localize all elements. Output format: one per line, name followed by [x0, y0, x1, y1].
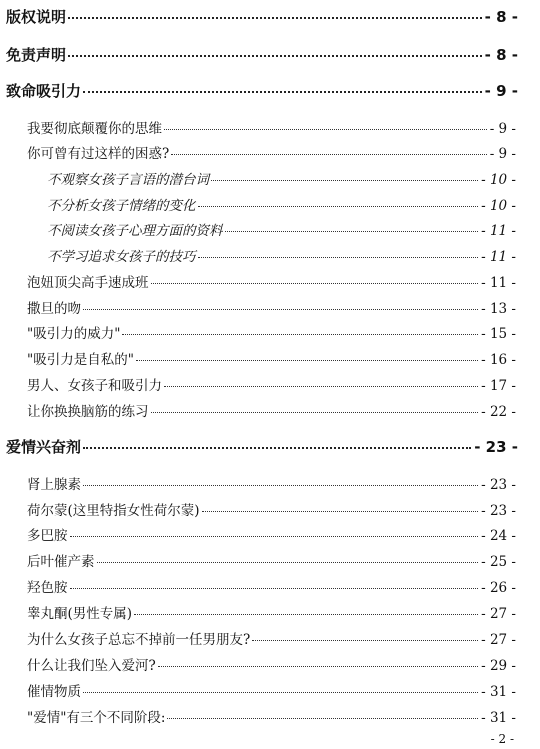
dot-leader — [202, 511, 479, 512]
toc-entry-chapter-attraction[interactable] — [6, 80, 518, 101]
toc-entry[interactable] — [27, 297, 516, 317]
toc-entry-title: 为什么女孩子总忘不掉前一任男朋友? — [27, 632, 251, 648]
dot-leader — [136, 360, 478, 361]
toc-entry-title: 致命吸引力 — [6, 82, 82, 100]
dot-leader — [225, 231, 479, 232]
toc-entry-title: 撒旦的吻 — [27, 301, 81, 317]
toc-entry[interactable] — [27, 628, 516, 648]
dot-leader — [68, 55, 482, 57]
toc-entry-page: - 24 - — [481, 528, 516, 544]
toc-entry-page: - 15 - — [481, 326, 516, 342]
toc-entry-page: - 26 - — [481, 580, 516, 596]
toc-entry[interactable] — [27, 499, 516, 519]
toc-entry-title: 荷尔蒙(这里特指女性荷尔蒙) — [27, 503, 200, 519]
dot-leader — [151, 412, 479, 413]
toc-entry[interactable] — [47, 219, 516, 239]
toc-entry[interactable] — [27, 706, 516, 726]
dot-leader — [167, 718, 478, 719]
toc-entry-title: 睾丸酮(男性专属) — [27, 606, 133, 622]
page-number: - 2 - — [490, 732, 514, 746]
toc-entry-page: - 25 - — [481, 554, 516, 570]
toc-entry[interactable] — [27, 550, 516, 570]
dot-leader — [68, 17, 482, 19]
dot-leader — [83, 91, 482, 93]
toc-entry[interactable] — [27, 473, 516, 493]
toc-entry-title: 肾上腺素 — [27, 477, 81, 493]
toc-entry-title: 让你换换脑筋的练习 — [27, 404, 149, 420]
toc-entry[interactable] — [27, 374, 516, 394]
toc-entry-page: - 9 - — [489, 121, 516, 137]
toc-entry-title: 我要彻底颠覆你的思维 — [27, 121, 162, 137]
dot-leader — [151, 283, 479, 284]
dot-leader — [198, 206, 479, 207]
toc-entry-page: - 29 - — [481, 658, 516, 674]
toc-entry-title: 不观察女孩子言语的潜台词 — [47, 172, 209, 188]
toc-entry[interactable] — [27, 348, 516, 368]
toc-entry-page: - 11 - — [481, 223, 516, 239]
toc-entry-page: - 10 - — [481, 198, 516, 214]
toc-entry-disclaimer[interactable] — [6, 44, 518, 65]
toc-entry-page: - 27 - — [481, 606, 516, 622]
toc-entry-page: - 17 - — [481, 378, 516, 394]
toc-entry-page: - 22 - — [481, 404, 516, 420]
toc-entry[interactable] — [27, 654, 516, 674]
toc-entry[interactable] — [27, 400, 516, 420]
toc-entry-title: 后叶催产素 — [27, 554, 95, 570]
dot-leader — [97, 562, 479, 563]
toc-entry-page: - 31 - — [481, 710, 516, 726]
toc-entry-title: 不阅读女孩子心理方面的资料 — [47, 223, 223, 239]
dot-leader — [122, 334, 478, 335]
toc-entry-page: - 11 - — [481, 275, 516, 291]
toc-entry-title: 多巴胺 — [27, 528, 68, 544]
dot-leader — [164, 386, 478, 387]
dot-leader — [198, 257, 479, 258]
dot-leader — [211, 180, 478, 181]
toc-entry[interactable] — [27, 576, 516, 596]
toc-entry-title: 你可曾有过这样的困惑? — [27, 146, 170, 162]
dot-leader — [83, 485, 478, 486]
toc-entry-title: 版权说明 — [6, 8, 67, 26]
toc-entry-title: 不分析女孩子情绪的变化 — [47, 198, 196, 214]
toc-entry[interactable] — [27, 322, 516, 342]
toc-entry-page: - 23 - — [481, 503, 516, 519]
toc-entry-chapter-love-stimulants[interactable] — [6, 436, 518, 457]
toc-entry-page: - 8 - — [484, 46, 518, 64]
toc-entry-page: - 23 - — [474, 438, 518, 456]
toc-entry-page: - 8 - — [484, 8, 518, 26]
dot-leader — [134, 614, 478, 615]
toc-entry[interactable] — [47, 168, 516, 188]
toc-entry-page: - 27 - — [481, 632, 516, 648]
toc-entry[interactable] — [27, 602, 516, 622]
toc-entry-page: - 9 - — [484, 82, 518, 100]
dot-leader — [83, 447, 471, 449]
dot-leader — [158, 666, 478, 667]
toc-entry-title: 免责声明 — [6, 46, 67, 64]
toc-entry-title: 什么让我们坠入爱河? — [27, 658, 156, 674]
toc-entry[interactable] — [27, 117, 516, 137]
toc-entry-title: "吸引力的威力" — [27, 326, 121, 342]
toc-entry[interactable] — [27, 142, 516, 162]
toc-entry-title: 催情物质 — [27, 684, 81, 700]
toc-entry-page: - 16 - — [481, 352, 516, 368]
toc-entry-page: - 10 - — [481, 172, 516, 188]
dot-leader — [171, 154, 486, 155]
toc-entry-title: "吸引力是自私的" — [27, 352, 134, 368]
toc-entry-page: - 13 - — [481, 301, 516, 317]
toc-entry-title: 泡妞顶尖高手速成班 — [27, 275, 149, 291]
dot-leader — [252, 640, 478, 641]
dot-leader — [164, 129, 487, 130]
toc-entry[interactable] — [27, 524, 516, 544]
toc-entry[interactable] — [27, 271, 516, 291]
toc-entry[interactable] — [47, 194, 516, 214]
toc-entry[interactable] — [47, 245, 516, 265]
toc-entry-title: 爱情兴奋剂 — [6, 438, 82, 456]
dot-leader — [83, 692, 478, 693]
toc-entry-page: - 9 - — [489, 146, 516, 162]
toc-entry-title: 羟色胺 — [27, 580, 68, 596]
toc-entry-title: "爱情"有三个不同阶段: — [27, 710, 166, 726]
toc-entry-page: - 11 - — [481, 249, 516, 265]
dot-leader — [70, 588, 479, 589]
toc-entry-page: - 31 - — [481, 684, 516, 700]
toc-entry-page: - 23 - — [481, 477, 516, 493]
toc-entry-copyright[interactable] — [6, 6, 518, 27]
dot-leader — [70, 536, 479, 537]
dot-leader — [83, 309, 478, 310]
toc-entry[interactable] — [27, 680, 516, 700]
toc-entry-title: 不学习追求女孩子的技巧 — [47, 249, 196, 265]
toc-entry-title: 男人、女孩子和吸引力 — [27, 378, 162, 394]
